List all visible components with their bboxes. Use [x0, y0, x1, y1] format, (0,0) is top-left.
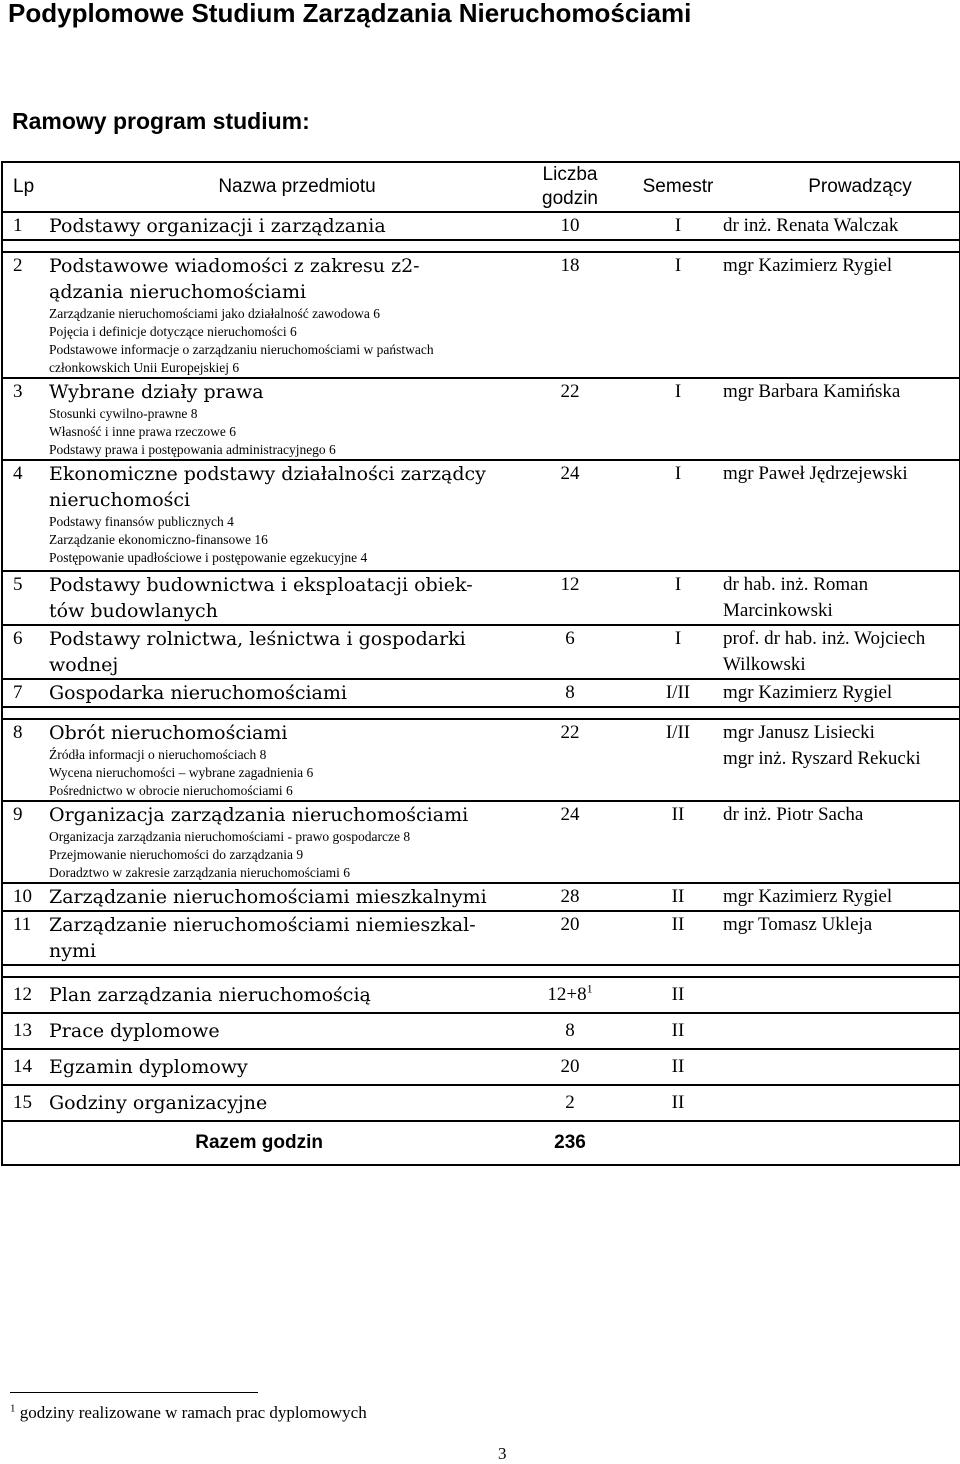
subject-subtopic: Zarządzanie ekonomiczno-finansowe 16 [49, 532, 268, 547]
row-semester: I [635, 252, 721, 378]
row-lecturer: prof. dr hab. inż. Wojciech Wilkowski [721, 625, 960, 679]
hours-value: 12+8 [547, 984, 587, 1005]
header-hours-text: Liczba godzin [542, 164, 598, 209]
program-table [1, 161, 960, 1166]
hours-value: 8 [565, 1020, 575, 1041]
row-semester: II [635, 1085, 721, 1121]
hours-value: 18 [560, 255, 580, 276]
subject-title: Ekonomiczne podstawy działalności zarządcy nieruchomości [49, 463, 486, 511]
page-title: Podyplomowe Studium Zarządzania Nieruchomościami [8, 0, 692, 28]
table-row [2, 460, 960, 571]
row-subject [49, 801, 505, 883]
subject-subtopic: Podstawy prawa i postępowania administracyjnego 6 [49, 442, 336, 457]
row-hours [505, 571, 635, 625]
row-lecturer: mgr Paweł Jędrzejewski [721, 460, 960, 571]
row-hours [505, 625, 635, 679]
row-lecturer: mgr Janusz Lisiecki mgr inż. Ryszard Rekucki [721, 719, 960, 801]
subject-subtopic: Pojęcia i definicje dotyczące nieruchomości 6 [49, 324, 297, 339]
row-hours [505, 460, 635, 571]
header-hours [505, 162, 635, 212]
table-row [2, 883, 960, 911]
subject-title: Egzamin dyplomowy [49, 1056, 248, 1078]
row-subject [49, 625, 505, 679]
row-subject [49, 719, 505, 801]
row-lp: 10 [2, 883, 49, 911]
row-subject [49, 460, 505, 571]
row-hours [505, 801, 635, 883]
row-hours [505, 1085, 635, 1121]
row-lecturer: dr hab. inż. Roman Marcinkowski [721, 571, 960, 625]
hours-value: 22 [560, 722, 580, 743]
row-subject [49, 212, 505, 240]
table-row [2, 252, 960, 378]
row-lp: 15 [2, 1085, 49, 1121]
row-lecturer: mgr Tomasz Ukleja [721, 911, 960, 965]
row-semester: I/II [635, 719, 721, 801]
subject-subtopic: Zarządzanie nieruchomościami jako działalność zawodowa 6 [49, 306, 380, 321]
subject-title: Podstawy budownictwa i eksploatacji obiek-tów budowlanych [49, 574, 473, 622]
row-hours [505, 977, 635, 1013]
hours-value: 2 [565, 1092, 575, 1113]
row-subject [49, 977, 505, 1013]
row-lp: 11 [2, 911, 49, 965]
row-lecturer: mgr Kazimierz Rygiel [721, 252, 960, 378]
footnote [10, 1403, 367, 1423]
row-hours [505, 252, 635, 378]
table-row [2, 679, 960, 707]
subject-subtopic: Źródła informacji o nieruchomościach 8 [49, 747, 267, 762]
subject-title: Zarządzanie nieruchomościami niemieszkal-nymi [49, 914, 476, 962]
row-lecturer: mgr Barbara Kamińska [721, 378, 960, 460]
subject-title: Wybrane działy prawa [49, 381, 264, 403]
table-row [2, 1085, 960, 1121]
subject-title: Podstawy rolnictwa, leśnictwa i gospodarki wodnej [49, 628, 466, 676]
row-lp: 3 [2, 378, 49, 460]
row-lecturer: dr inż. Renata Walczak [721, 212, 960, 240]
row-hours [505, 883, 635, 911]
row-subject [49, 1013, 505, 1049]
subject-title: Gospodarka nieruchomościami [49, 682, 347, 704]
hours-value: 24 [560, 463, 580, 484]
subject-title: Podstawowe wiadomości z zakresu z2-ądzania nieruchomościami [49, 255, 420, 303]
hours-value: 24 [560, 804, 580, 825]
subject-subtopic: Postępowanie upadłościowe i postępowanie egzekucyjne 4 [49, 550, 368, 565]
row-lp: 8 [2, 719, 49, 801]
row-lecturer: mgr Kazimierz Rygiel [721, 679, 960, 707]
subject-title: Organizacja zarządzania nieruchomościami [49, 804, 469, 826]
hours-value: 8 [565, 682, 575, 703]
table-row [2, 378, 960, 460]
subject-title: Prace dyplomowe [49, 1020, 220, 1042]
row-semester: I [635, 571, 721, 625]
row-hours [505, 679, 635, 707]
hours-value: 22 [560, 381, 580, 402]
total-hours: 236 [505, 1121, 635, 1165]
subject-subtopic: Stosunki cywilno-prawne 8 [49, 406, 198, 421]
row-lecturer [721, 1013, 960, 1049]
row-hours [505, 1049, 635, 1085]
total-row [2, 1121, 960, 1165]
subject-subtopic: Podstawowe informacje o zarządzaniu nieruchomościami w państwach członkowskich Unii Europejskiej 6 [49, 342, 434, 375]
hours-value: 12 [560, 574, 580, 595]
row-semester: I [635, 378, 721, 460]
row-hours [505, 378, 635, 460]
header-lecturer: Prowadzący [721, 162, 960, 212]
subject-title: Obrót nieruchomościami [49, 722, 288, 744]
row-lp: 9 [2, 801, 49, 883]
row-subject [49, 679, 505, 707]
header-subject: Nazwa przedmiotu [49, 162, 505, 212]
row-subject [49, 883, 505, 911]
row-hours [505, 911, 635, 965]
table-row [2, 571, 960, 625]
row-spacer [2, 965, 960, 977]
row-subject [49, 911, 505, 965]
subject-subtopic: Wycena nieruchomości – wybrane zagadnienia 6 [49, 765, 314, 780]
hours-value: 20 [560, 1056, 580, 1077]
row-lecturer [721, 977, 960, 1013]
subject-subtopic: Doradztwo w zakresie zarządzania nieruchomościami 6 [49, 865, 350, 880]
row-hours [505, 719, 635, 801]
row-semester: II [635, 1049, 721, 1085]
row-lp: 13 [2, 1013, 49, 1049]
row-lp: 7 [2, 679, 49, 707]
section-title: Ramowy program studium: [12, 108, 310, 134]
table-body [2, 212, 960, 1121]
row-semester: II [635, 977, 721, 1013]
row-subject [49, 1085, 505, 1121]
table-header-row [2, 162, 960, 212]
row-subject [49, 1049, 505, 1085]
row-lecturer [721, 1085, 960, 1121]
row-lecturer [721, 1049, 960, 1085]
subject-title: Zarządzanie nieruchomościami mieszkalnymi [49, 886, 487, 908]
table-row [2, 625, 960, 679]
hours-value: 20 [560, 914, 580, 935]
table-row [2, 911, 960, 965]
row-lecturer: dr inż. Piotr Sacha [721, 801, 960, 883]
subject-title: Podstawy organizacji i zarządzania [49, 215, 386, 237]
subject-subtopic: Organizacja zarządzania nieruchomościami - prawo gospodarcze 8 [49, 829, 411, 844]
subject-subtopic: Własność i inne prawa rzeczowe 6 [49, 424, 237, 439]
row-hours [505, 212, 635, 240]
table-row [2, 212, 960, 240]
subject-subtopic: Pośrednictwo w obrocie nieruchomościami 6 [49, 783, 293, 798]
subject-title: Godziny organizacyjne [49, 1092, 268, 1114]
row-lp: 1 [2, 212, 49, 240]
hours-value: 6 [565, 628, 575, 649]
row-lp: 5 [2, 571, 49, 625]
row-lecturer: mgr Kazimierz Rygiel [721, 883, 960, 911]
row-semester: I/II [635, 679, 721, 707]
subject-subtopic: Podstawy finansów publicznych 4 [49, 514, 234, 529]
row-semester: II [635, 801, 721, 883]
row-semester: I [635, 625, 721, 679]
header-semester: Semestr [635, 162, 721, 212]
page-number: 3 [498, 1444, 507, 1463]
table-row [2, 719, 960, 801]
table-row [2, 801, 960, 883]
row-semester: I [635, 212, 721, 240]
row-subject [49, 378, 505, 460]
row-spacer [2, 707, 960, 719]
table-row [2, 977, 960, 1013]
row-lp: 12 [2, 977, 49, 1013]
hours-value: 10 [560, 215, 580, 236]
total-label: Razem godzin [49, 1121, 505, 1165]
footnote-mark: 1 [10, 1402, 16, 1415]
footnote-divider [10, 1392, 258, 1393]
subject-subtopic: Przejmowanie nieruchomości do zarządzania 9 [49, 847, 304, 862]
row-lp: 6 [2, 625, 49, 679]
row-semester: II [635, 883, 721, 911]
footnote-ref: 1 [586, 981, 593, 996]
footnote-text: godziny realizowane w ramach prac dyplomowych [19, 1403, 367, 1422]
row-subject [49, 252, 505, 378]
table-row [2, 1049, 960, 1085]
hours-value: 28 [560, 886, 580, 907]
table-row [2, 1013, 960, 1049]
row-subject [49, 571, 505, 625]
header-lp: Lp [2, 162, 49, 212]
row-spacer [2, 240, 960, 252]
row-lp: 2 [2, 252, 49, 378]
row-semester: II [635, 911, 721, 965]
row-semester: I [635, 460, 721, 571]
row-lp: 14 [2, 1049, 49, 1085]
subject-title: Plan zarządzania nieruchomością [49, 984, 371, 1006]
row-hours [505, 1013, 635, 1049]
row-lp: 4 [2, 460, 49, 571]
row-semester: II [635, 1013, 721, 1049]
